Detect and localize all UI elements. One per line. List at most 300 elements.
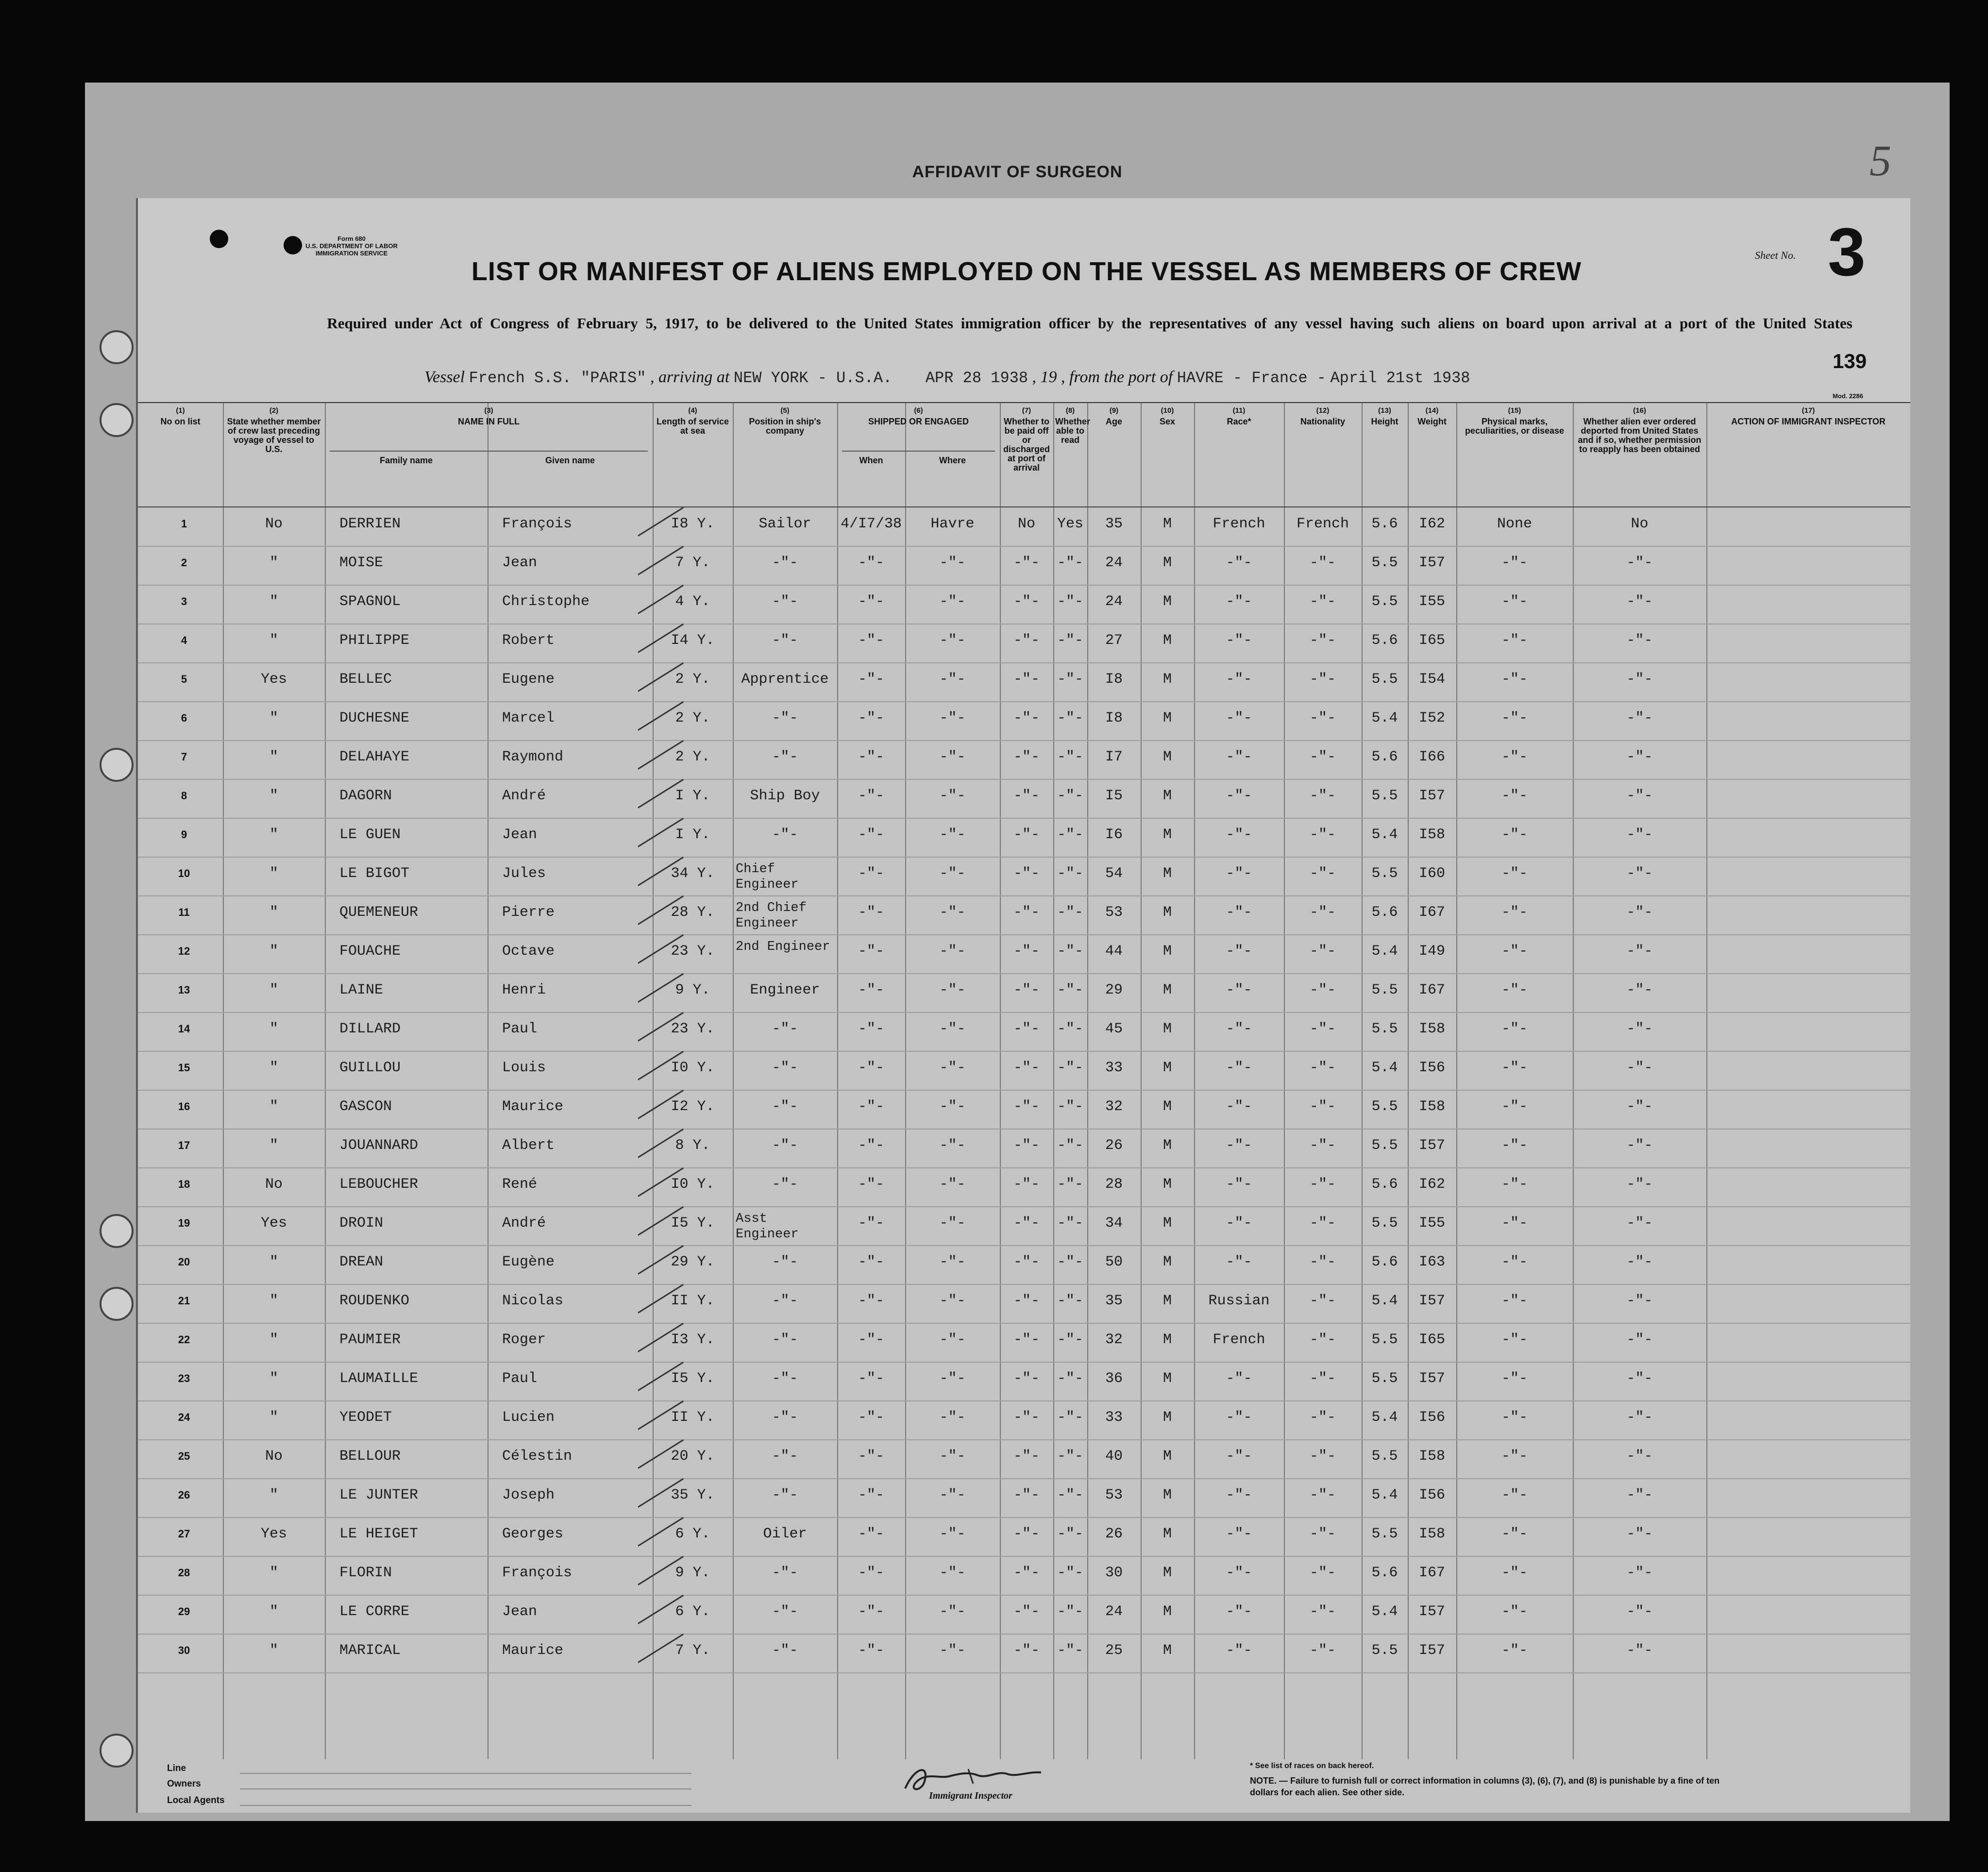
cell-given: Jules [502, 865, 546, 882]
cell-family: DUCHESNE [339, 710, 410, 726]
row-rule [138, 973, 1910, 974]
cell-given: Eugene [502, 671, 555, 688]
cell-position: -"- [772, 1565, 798, 1581]
cell-age: 29 [1105, 982, 1123, 998]
cell-prev: " [269, 1603, 278, 1620]
row-rule [138, 1439, 1910, 1440]
cell-prev: " [269, 632, 278, 649]
cell-family: LE BIGOT [339, 865, 410, 882]
column-header: (11) Race* [1227, 406, 1251, 426]
column-header: (14) Weight [1417, 406, 1447, 426]
cell-family: DROIN [339, 1215, 384, 1231]
cell-family: BELLEC [339, 671, 392, 688]
cell-race: -"- [1226, 982, 1252, 998]
cell-service: I3 Y. [671, 1332, 715, 1348]
cell-service: I0 Y. [671, 1176, 715, 1193]
cell-paid-off: -"- [1013, 1487, 1040, 1503]
cell-family: FOUACHE [339, 943, 401, 960]
cell-marks: -"- [1501, 1021, 1528, 1037]
mod-label: Mod. 2286 [1833, 392, 1863, 400]
row-rule [138, 1284, 1910, 1285]
cell-when: -"- [858, 1487, 884, 1503]
cell-nationality: -"- [1309, 1565, 1336, 1581]
cell-height: 5.4 [1371, 826, 1398, 843]
row-number: 18 [178, 1178, 190, 1190]
cell-family: LE CORRE [339, 1603, 410, 1620]
cell-prev: " [269, 1409, 278, 1426]
cell-marks: -"- [1501, 1176, 1528, 1193]
cell-prev: " [269, 1332, 278, 1348]
form-label: Form 680 U.S. DEPARTMENT OF LABOR IMMIGRATION SERVICE [305, 235, 398, 257]
cell-sex: M [1162, 1603, 1172, 1620]
row-number: 5 [181, 673, 187, 685]
row-number: 12 [178, 945, 190, 957]
cell-paid-off: -"- [1013, 1254, 1040, 1270]
cell-race: -"- [1226, 749, 1252, 765]
cell-read: -"- [1057, 1526, 1083, 1542]
cell-where: -"- [939, 593, 966, 610]
column-header: (16) Whether alien ever ordered deported from United States and if so, whether permission to reapply has been obtained [1578, 406, 1702, 454]
cell-when: -"- [858, 1642, 884, 1659]
cell-position: Ship Boy [750, 788, 820, 804]
cell-age: 33 [1105, 1060, 1123, 1076]
cell-position: -"- [772, 749, 798, 765]
cell-family: GASCON [339, 1098, 392, 1115]
cell-service: 35 Y. [671, 1487, 715, 1503]
cell-prev: Yes [260, 671, 287, 688]
vessel-name: French S.S. "PARIS" [469, 369, 646, 387]
cell-weight: I58 [1418, 1526, 1445, 1542]
cell-weight: I63 [1418, 1254, 1445, 1270]
cell-paid-off: -"- [1013, 1565, 1040, 1581]
cell-where: -"- [939, 1215, 966, 1231]
cell-when: -"- [858, 1526, 884, 1542]
cell-when: -"- [858, 1565, 884, 1581]
row-number: 22 [178, 1333, 190, 1346]
cell-age: I7 [1105, 749, 1123, 765]
cell-weight: I56 [1418, 1060, 1445, 1076]
cell-family: MARICAL [339, 1642, 401, 1659]
cell-race: -"- [1226, 593, 1252, 610]
cell-prev: No [265, 1176, 283, 1193]
cell-sex: M [1162, 982, 1172, 998]
header-rule [138, 506, 1910, 507]
cell-race: -"- [1226, 1603, 1252, 1620]
cell-weight: I57 [1418, 1293, 1445, 1309]
cell-sex: M [1162, 671, 1172, 688]
cell-marks: -"- [1501, 749, 1528, 765]
punch-hole [100, 403, 134, 437]
cell-race: -"- [1226, 1409, 1252, 1426]
cell-sex: M [1162, 1060, 1172, 1076]
cell-paid-off: -"- [1013, 1060, 1040, 1076]
cell-deported: -"- [1626, 788, 1653, 804]
row-rule [138, 934, 1910, 935]
cell-age: 33 [1105, 1409, 1123, 1426]
agents-label: Local Agents [167, 1795, 225, 1805]
cell-position: -"- [772, 1176, 798, 1193]
cell-where: Havre [930, 516, 975, 532]
cell-weight: I58 [1418, 1448, 1445, 1465]
cell-given: Maurice [502, 1098, 564, 1115]
cell-prev: " [269, 1098, 278, 1115]
cell-nationality: -"- [1309, 865, 1336, 882]
cell-read: -"- [1057, 1409, 1083, 1426]
cell-deported: -"- [1626, 826, 1653, 843]
cell-position: -"- [772, 1060, 798, 1076]
cell-position: -"- [772, 1370, 798, 1387]
cell-height: 5.5 [1371, 1332, 1398, 1348]
cell-where: -"- [939, 632, 966, 649]
cell-race: -"- [1226, 1370, 1252, 1387]
cell-when: -"- [858, 1176, 884, 1193]
cell-read: -"- [1057, 1603, 1083, 1620]
cell-race: Russian [1208, 1293, 1270, 1309]
cell-prev: " [269, 982, 278, 998]
cell-read: -"- [1057, 1215, 1083, 1231]
cell-when: -"- [858, 1370, 884, 1387]
cell-where: -"- [939, 1254, 966, 1270]
cell-height: 5.6 [1371, 632, 1398, 649]
cell-read: -"- [1057, 1642, 1083, 1659]
cell-prev: " [269, 1060, 278, 1076]
cell-position: 2nd Engineer [736, 940, 830, 954]
cell-deported: -"- [1626, 1215, 1653, 1231]
row-rule [138, 662, 1910, 663]
cell-where: -"- [939, 710, 966, 726]
cell-deported: -"- [1626, 1137, 1653, 1154]
cell-age: 34 [1105, 1215, 1123, 1231]
cell-given: François [502, 516, 573, 532]
punch-hole [100, 330, 134, 364]
cell-race: -"- [1226, 1215, 1252, 1231]
cell-sex: M [1162, 1409, 1172, 1426]
cell-prev: No [265, 1448, 283, 1465]
cell-when: 4/I7/38 [840, 516, 902, 532]
cell-position: -"- [772, 1448, 798, 1465]
cell-deported: -"- [1626, 1409, 1653, 1426]
cell-weight: I49 [1418, 943, 1445, 960]
cell-position: 2nd Chief Engineer [736, 901, 807, 931]
cell-where: -"- [939, 943, 966, 960]
cell-age: 35 [1105, 516, 1123, 532]
cell-read: -"- [1057, 710, 1083, 726]
cell-when: -"- [858, 1293, 884, 1309]
cell-weight: I57 [1418, 1370, 1445, 1387]
cell-service: 7 Y. [675, 1642, 710, 1659]
cell-age: 50 [1105, 1254, 1123, 1270]
cell-nationality: -"- [1309, 1448, 1336, 1465]
cell-service: I8 Y. [671, 516, 715, 532]
cell-height: 5.5 [1371, 1021, 1398, 1037]
cell-sex: M [1162, 593, 1172, 610]
cell-height: 5.4 [1371, 1487, 1398, 1503]
cell-position: -"- [772, 1098, 798, 1115]
cell-marks: -"- [1501, 710, 1528, 726]
cell-nationality: -"- [1309, 1098, 1336, 1115]
cell-when: -"- [858, 749, 884, 765]
cell-weight: I56 [1418, 1409, 1445, 1426]
cell-prev: " [269, 1487, 278, 1503]
cell-sex: M [1162, 1098, 1172, 1115]
cell-when: -"- [858, 1254, 884, 1270]
cell-given: Henri [502, 982, 546, 998]
cell-prev: " [269, 1137, 278, 1154]
row-rule [138, 1595, 1910, 1596]
cell-deported: -"- [1626, 1021, 1653, 1037]
cell-where: -"- [939, 826, 966, 843]
row-number: 8 [181, 790, 187, 802]
cell-paid-off: -"- [1013, 788, 1040, 804]
cell-given: Octave [502, 943, 555, 960]
cell-paid-off: -"- [1013, 943, 1040, 960]
manifest-sheet [136, 198, 1910, 1813]
cell-age: 24 [1105, 593, 1123, 610]
row-number: 10 [178, 867, 190, 879]
cell-family: GUILLOU [339, 1060, 401, 1076]
cell-sex: M [1162, 1021, 1172, 1037]
cell-nationality: -"- [1309, 1409, 1336, 1426]
cell-weight: I67 [1418, 982, 1445, 998]
cell-where: -"- [939, 1448, 966, 1465]
cell-given: André [502, 788, 546, 804]
cell-sex: M [1162, 1176, 1172, 1193]
cell-given: Robert [502, 632, 555, 649]
row-number: 27 [178, 1528, 190, 1540]
cell-prev: No [265, 516, 283, 532]
cell-nationality: -"- [1309, 1215, 1336, 1231]
cell-read: -"- [1057, 1487, 1083, 1503]
cell-position: Chief Engineer [736, 862, 799, 892]
arrival-date-stamp: APR 28 1938 [925, 369, 1028, 387]
cell-race: -"- [1226, 943, 1252, 960]
cell-race: -"- [1226, 826, 1252, 843]
cell-service: 6 Y. [675, 1603, 710, 1620]
cell-paid-off: -"- [1013, 1603, 1040, 1620]
cell-sex: M [1162, 1526, 1172, 1542]
cell-nationality: -"- [1309, 1293, 1336, 1309]
cell-marks: -"- [1501, 1565, 1528, 1581]
cell-prev: " [269, 710, 278, 726]
cell-family: MOISE [339, 555, 384, 571]
row-number: 28 [178, 1567, 190, 1579]
cell-marks: -"- [1501, 555, 1528, 571]
cell-paid-off: -"- [1013, 1176, 1040, 1193]
cell-paid-off: -"- [1013, 1021, 1040, 1037]
cell-position: -"- [772, 1409, 798, 1426]
row-rule [138, 1634, 1910, 1635]
cell-paid-off: -"- [1013, 904, 1040, 921]
row-rule [138, 546, 1910, 547]
cell-where: -"- [939, 1098, 966, 1115]
cell-when: -"- [858, 943, 884, 960]
cell-when: -"- [858, 1215, 884, 1231]
cell-paid-off: -"- [1013, 710, 1040, 726]
cell-paid-off: -"- [1013, 1409, 1040, 1426]
cell-age: 53 [1105, 1487, 1123, 1503]
cell-deported: No [1631, 516, 1649, 532]
cell-deported: -"- [1626, 555, 1653, 571]
cell-given: André [502, 1215, 546, 1231]
cell-deported: -"- [1626, 1060, 1653, 1076]
cell-when: -"- [858, 710, 884, 726]
row-number: 14 [178, 1023, 190, 1035]
inspector-label: Immigrant Inspector [929, 1790, 1012, 1801]
manifest-title: LIST OR MANIFEST OF ALIENS EMPLOYED ON THE VESSEL AS MEMBERS OF CREW [471, 257, 1582, 286]
cell-deported: -"- [1626, 632, 1653, 649]
row-rule [138, 1517, 1910, 1518]
cell-sex: M [1162, 865, 1172, 882]
cell-prev: " [269, 1565, 278, 1581]
cell-age: I8 [1105, 710, 1123, 726]
column-subheader: When [859, 455, 883, 465]
row-number: 16 [178, 1100, 190, 1113]
cell-age: 27 [1105, 632, 1123, 649]
cell-sex: M [1162, 555, 1172, 571]
line-label: Line [167, 1763, 186, 1773]
cell-where: -"- [939, 1526, 966, 1542]
cell-read: -"- [1057, 593, 1083, 610]
cell-prev: " [269, 593, 278, 610]
departure-port: HAVRE - France - [1177, 369, 1326, 387]
cell-marks: -"- [1501, 788, 1528, 804]
row-number: 25 [178, 1450, 190, 1462]
row-rule [138, 1400, 1910, 1401]
cell-height: 5.4 [1371, 1293, 1398, 1309]
cell-position: Asst Engineer [736, 1212, 799, 1242]
cell-position: -"- [772, 1603, 798, 1620]
cell-weight: I55 [1418, 1215, 1445, 1231]
cell-read: -"- [1057, 1060, 1083, 1076]
cell-paid-off: -"- [1013, 1332, 1040, 1348]
cell-age: 32 [1105, 1098, 1123, 1115]
cell-position: -"- [772, 593, 798, 610]
cell-race: -"- [1226, 1137, 1252, 1154]
cell-marks: -"- [1501, 1060, 1528, 1076]
cell-paid-off: -"- [1013, 1448, 1040, 1465]
cell-weight: I62 [1418, 1176, 1445, 1193]
cell-deported: -"- [1626, 1370, 1653, 1387]
cell-weight: I67 [1418, 1565, 1445, 1581]
row-number: 4 [181, 634, 187, 646]
cell-given: Raymond [502, 749, 564, 765]
manifest-subtitle: Required under Act of Congress of February 5, 1917, to be delivered to the United States immigration officer by the representatives of any vessel having such aliens on board upon arrival at a port of the United States [327, 315, 1853, 332]
row-number: 1 [181, 518, 187, 530]
cell-nationality: -"- [1309, 1021, 1336, 1037]
cell-weight: I57 [1418, 1642, 1445, 1659]
cell-read: -"- [1057, 671, 1083, 688]
cell-paid-off: No [1017, 516, 1035, 532]
table-top-rule [138, 402, 1910, 403]
cell-when: -"- [858, 1060, 884, 1076]
column-header: (2) State whether member of crew last preceding voyage of vessel to U.S. [227, 406, 321, 454]
cell-read: -"- [1057, 1293, 1083, 1309]
cell-family: DILLARD [339, 1021, 401, 1037]
cell-sex: M [1162, 1254, 1172, 1270]
cell-prev: " [269, 1370, 278, 1387]
cell-prev: " [269, 1021, 278, 1037]
cell-where: -"- [939, 1332, 966, 1348]
race-note: * See list of races on back hereof. [1250, 1762, 1374, 1770]
cell-height: 5.5 [1371, 1642, 1398, 1659]
cell-deported: -"- [1626, 1487, 1653, 1503]
cell-position: -"- [772, 1293, 798, 1309]
cell-service: 29 Y. [671, 1254, 715, 1270]
cell-age: 24 [1105, 555, 1123, 571]
cell-race: -"- [1226, 1098, 1252, 1115]
cell-height: 5.5 [1371, 982, 1398, 998]
cell-family: LE HEIGET [339, 1526, 419, 1542]
cell-weight: I57 [1418, 555, 1445, 571]
cell-weight: I58 [1418, 1021, 1445, 1037]
cell-height: 5.6 [1371, 904, 1398, 921]
cell-age: 40 [1105, 1448, 1123, 1465]
cell-prev: " [269, 788, 278, 804]
cell-family: LEBOUCHER [339, 1176, 419, 1193]
cell-service: 9 Y. [675, 1565, 710, 1581]
cell-given: Louis [502, 1060, 546, 1076]
cell-height: 5.5 [1371, 1448, 1398, 1465]
cell-nationality: -"- [1309, 1642, 1336, 1659]
cell-read: -"- [1057, 1021, 1083, 1037]
arrival-port: NEW YORK - U.S.A. [733, 369, 893, 387]
cell-marks: -"- [1501, 593, 1528, 610]
cell-age: 30 [1105, 1565, 1123, 1581]
cell-family: LAUMAILLE [339, 1370, 419, 1387]
cell-height: 5.5 [1371, 1137, 1398, 1154]
cell-read: -"- [1057, 904, 1083, 921]
cell-when: -"- [858, 1098, 884, 1115]
cell-age: 25 [1105, 1642, 1123, 1659]
cell-weight: I54 [1418, 671, 1445, 688]
cell-marks: -"- [1501, 943, 1528, 960]
cell-paid-off: -"- [1013, 826, 1040, 843]
row-rule [138, 1556, 1910, 1557]
cell-sex: M [1162, 1215, 1172, 1231]
cell-marks: -"- [1501, 632, 1528, 649]
owners-label: Owners [167, 1779, 201, 1789]
column-header: (8) Whether able to read [1055, 406, 1090, 445]
fine-note: NOTE. — Failure to furnish full or correct information in columns (3), (6), (7), and (8) is punishable by a fine of ten dollars for each alien. See other side. [1250, 1776, 1720, 1797]
cell-service: I5 Y. [671, 1215, 715, 1231]
cell-deported: -"- [1626, 904, 1653, 921]
cell-service: I0 Y. [671, 1060, 715, 1076]
agents-field [240, 1805, 691, 1806]
cell-position: Oiler [763, 1526, 807, 1542]
cell-when: -"- [858, 1603, 884, 1620]
cell-marks: -"- [1501, 1137, 1528, 1154]
cell-sex: M [1162, 1370, 1172, 1387]
cell-given: François [502, 1565, 573, 1581]
row-number: 6 [181, 712, 187, 724]
cell-family: ROUDENKO [339, 1293, 410, 1309]
cell-race: -"- [1226, 632, 1252, 649]
cell-read: -"- [1057, 555, 1083, 571]
cell-where: -"- [939, 1060, 966, 1076]
cell-when: -"- [858, 1409, 884, 1426]
cell-family: DREAN [339, 1254, 384, 1270]
cell-read: -"- [1057, 1137, 1083, 1154]
cell-family: LE GUEN [339, 826, 401, 843]
cell-prev: Yes [260, 1215, 287, 1231]
cell-position: Engineer [750, 982, 820, 998]
cell-where: -"- [939, 749, 966, 765]
cell-when: -"- [858, 593, 884, 610]
cell-where: -"- [939, 1603, 966, 1620]
column-header: (13) Height [1371, 406, 1398, 426]
row-rule [138, 701, 1910, 702]
cell-service: 6 Y. [675, 1526, 710, 1542]
